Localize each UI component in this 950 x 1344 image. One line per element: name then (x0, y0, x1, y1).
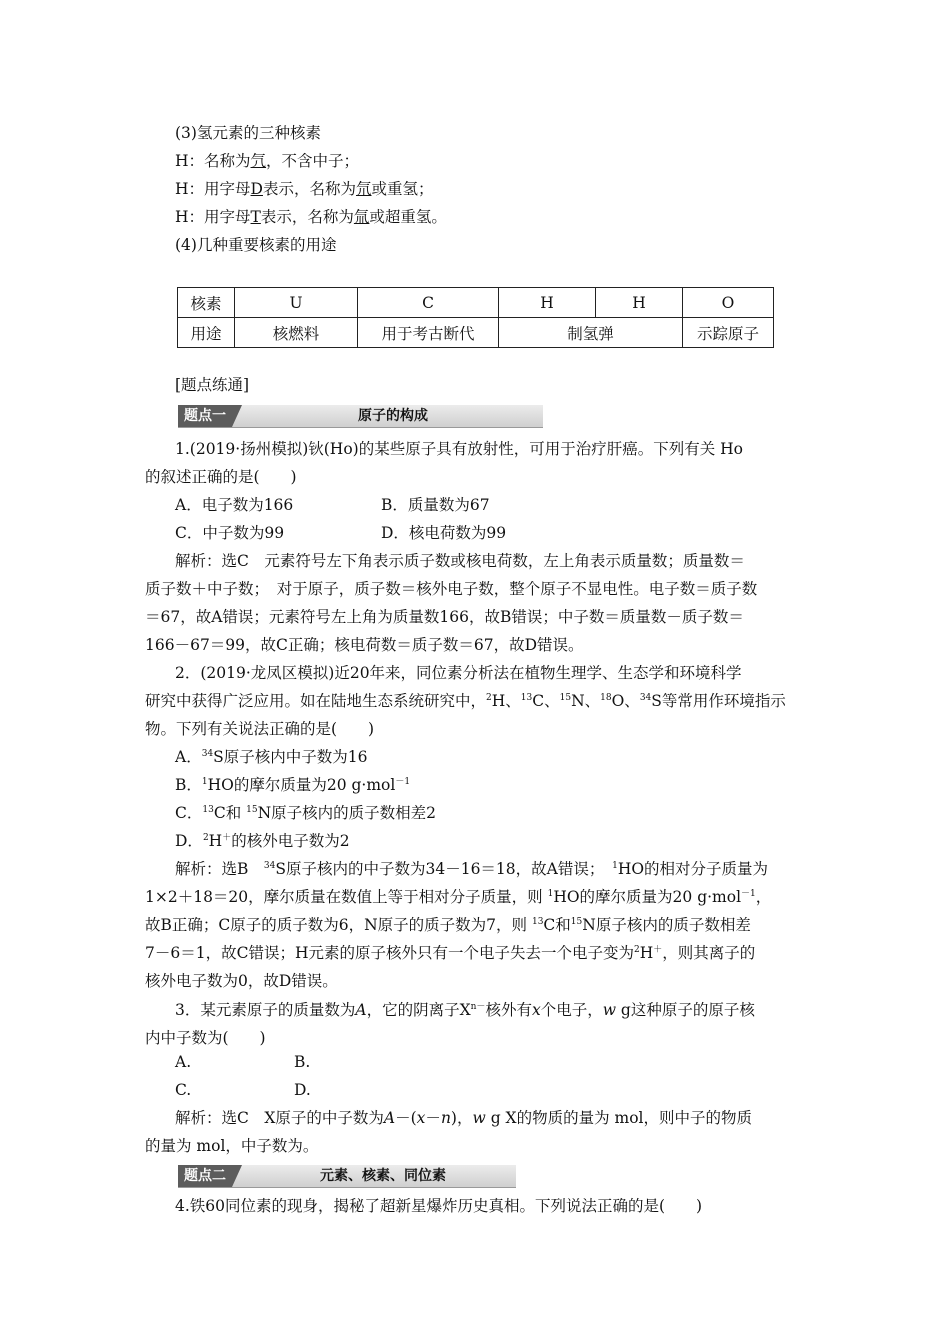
q2-answer-line2 (145, 887, 771, 907)
answer-text: 解析：选B (175, 860, 264, 878)
option-text: N原子核内的质子数相差2 (257, 804, 437, 822)
isotope-mass: 18 (600, 693, 612, 703)
table-cell: 用于考古断代 (358, 318, 499, 348)
q3-line1 (175, 1000, 755, 1020)
table-header-cell: O (683, 288, 774, 318)
option-letter: B． (175, 776, 202, 794)
q2-line2-tail: 等常用作环境指示 (661, 692, 786, 710)
tritium-prefix: H：用字母 (175, 208, 251, 226)
q3-answer-line1 (175, 1108, 752, 1128)
topic2-title: 元素、核素、同位素 (320, 1168, 446, 1184)
answer-text: N原子核内的质子数相差 (582, 916, 751, 934)
q3-text: g这种原子的原子核 (616, 1001, 755, 1019)
isotope-mass: 15 (570, 917, 583, 927)
topic2-tag: 题点二 (178, 1165, 232, 1187)
deuterium-suffix: 或重氢； (371, 180, 434, 198)
answer-text: ，则其离子的 (662, 944, 756, 962)
q3-var: x (416, 1109, 426, 1127)
practice-label: [题点练通] (175, 376, 250, 394)
answer-text: 故B正确；C原子的质子数为6，N原子的质子数为7，则 (145, 916, 532, 934)
answer-text: －( (395, 1109, 417, 1127)
topic1-title: 原子的构成 (358, 408, 428, 424)
deuterium-line (175, 179, 434, 199)
ion-charge: ＋ (222, 833, 232, 843)
ion-charge: ＋ (653, 945, 663, 955)
q3-var: n (440, 1109, 451, 1127)
protium-name: 氕 (250, 152, 267, 170)
deuterium-name: 氘 (355, 180, 372, 198)
q3-line2: 内中子数为( ) (145, 1029, 266, 1047)
isotope-symbol: H、 (491, 692, 521, 710)
q1-answer-line4: 166－67＝99，故C正确；核电荷数＝质子数＝67，故D错误。 (145, 636, 584, 654)
q3-text: 核外有 (485, 1001, 532, 1019)
q3-var: A (383, 1109, 396, 1127)
q1-line2: 的叙述正确的是( ) (145, 468, 297, 486)
tritium-line (175, 207, 447, 227)
q2-answer-line4 (145, 943, 755, 963)
q2-option-c (175, 803, 436, 823)
answer-text: S原子核内的中子数为34－16＝18，故A错误； (275, 860, 613, 878)
tritium-letter: T (250, 208, 261, 226)
isotope-mass: 1 (201, 777, 208, 787)
isotope-mass: 34 (263, 861, 276, 871)
isotope-mass: 15 (246, 805, 258, 815)
isotope-symbol: N、 (571, 692, 601, 710)
isotope-symbol: C、 (532, 692, 560, 710)
unit-exponent: －1 (395, 777, 411, 787)
isotope-mass: 1 (612, 861, 618, 871)
isotope-symbol: S (651, 692, 662, 710)
q1-answer-line1: 解析：选C 元素符号左下角表示质子数或核电荷数，左上角表示质量数；质量数＝ (175, 552, 745, 570)
q3-text: 3．某元素原子的质量数为 (175, 1001, 356, 1019)
q2-line1: 2．(2019·龙凤区模拟)近20年来，同位素分析法在植物生理学、生态学和环境科学 (175, 664, 742, 682)
q3-var: w (472, 1109, 486, 1127)
q4-line1: 4.铁60同位素的现身，揭秘了超新星爆炸历史真相。下列说法正确的是( ) (175, 1197, 703, 1215)
answer-text: g X的物质的量为 mol，则中子的物质 (485, 1109, 752, 1127)
answer-text: 7－6＝1，故C错误；H元素的原子核外只有一个电子失去一个电子变为 (145, 944, 634, 962)
option-text: C和 (213, 804, 247, 822)
q3-var: X (459, 1001, 471, 1019)
q2-line2 (145, 691, 786, 711)
q3-option-c: C. (175, 1081, 192, 1099)
table-header-cell: 核素 (178, 288, 235, 318)
isotope-mass: 1 (547, 889, 554, 899)
isotope-mass: 13 (520, 693, 533, 703)
protium-prefix: H：名称为 (175, 152, 251, 170)
isotope-mass: 2 (486, 693, 492, 703)
option-text: H (208, 832, 223, 850)
q2-option-b (175, 775, 410, 795)
answer-text: HO的摩尔质量为20 g·mol (553, 888, 742, 906)
q2-answer-line5: 核外电子数为0，故D错误。 (145, 972, 338, 990)
deuterium-mid: 表示，名称为 (262, 180, 356, 198)
topic1-tag: 题点一 (178, 405, 232, 427)
section3-heading: (3)氢元素的三种核素 (175, 124, 321, 142)
tritium-suffix: 或超重氢。 (369, 208, 447, 226)
q3-var: x (531, 1001, 541, 1019)
protium-line (175, 151, 359, 171)
q3-text: 个电子， (540, 1001, 603, 1019)
q3-var: w (602, 1001, 616, 1019)
q2-line2-text: 研究中获得广泛应用。如在陆地生态系统研究中， (145, 692, 487, 710)
answer-text: 解析：选C X原子的中子数为 (175, 1109, 384, 1127)
table-cell: 用途 (178, 318, 235, 348)
unit-exponent: －1 (741, 889, 756, 899)
q1-option-a: A．电子数为166 (175, 496, 294, 514)
isotope-mass: 34 (639, 693, 652, 703)
q2-answer-line3 (145, 915, 751, 935)
q1-line1: 1.(2019·扬州模拟)钬(Ho)的某些原子具有放射性，可用于治疗肝癌。下列有关 Ho (175, 440, 743, 458)
ion-charge: n－ (470, 1002, 486, 1012)
isotope-mass: 13 (531, 917, 544, 927)
q3-option-b: B. (294, 1053, 311, 1071)
table-header-cell: H (499, 288, 596, 318)
answer-text: )， (450, 1109, 473, 1127)
q2-option-d (175, 831, 350, 851)
answer-text: ， (755, 888, 772, 906)
q3-text: ，它的阴离子 (366, 1001, 460, 1019)
q1-option-d: D．核电荷数为99 (381, 524, 507, 542)
q1-option-b: B．质量数为67 (381, 496, 490, 514)
table-header-cell: H (596, 288, 683, 318)
topic1-bar (178, 405, 543, 428)
table-cell: 制氢弹 (499, 318, 683, 348)
section4-heading: (4)几种重要核素的用途 (175, 236, 337, 254)
isotope-mass: 34 (201, 749, 214, 759)
q1-answer-line2: 质子数＋中子数； 对于原子，质子数＝核外电子数，整个原子不显电性。电子数＝质子数 (145, 580, 758, 598)
deuterium-letter: D (250, 180, 263, 198)
answer-text: 1×2＋18＝20，摩尔质量在数值上等于相对分子质量，则 (145, 888, 548, 906)
protium-suffix: ，不含中子； (266, 152, 360, 170)
answer-text: － (425, 1109, 441, 1127)
q2-line3: 物。下列有关说法正确的是( ) (145, 720, 375, 738)
answer-text: C和 (543, 916, 571, 934)
answer-text: H (639, 944, 654, 962)
q3-answer-line2: 的量为 mol，中子数为。 (145, 1137, 319, 1155)
tritium-mid: 表示，名称为 (260, 208, 354, 226)
isotope-mass: 2 (633, 945, 640, 955)
topic2-bar (178, 1165, 516, 1188)
table-cell: 示踪原子 (683, 318, 774, 348)
deuterium-prefix: H：用字母 (175, 180, 251, 198)
table-header-cell: C (358, 288, 499, 318)
isotope-symbol: O、 (611, 692, 640, 710)
isotope-mass: 15 (559, 693, 572, 703)
tritium-name: 氚 (353, 208, 370, 226)
isotope-mass: 2 (202, 833, 209, 843)
option-text: 的核外电子数为2 (231, 832, 350, 850)
table-row (178, 318, 774, 348)
nuclide-usage-table (177, 287, 774, 348)
q2-option-a (175, 747, 368, 767)
answer-text: HO的相对分子质量为 (617, 860, 769, 878)
option-letter: C． (175, 804, 203, 822)
q1-option-c: C．中子数为99 (175, 524, 285, 542)
q3-option-d: D. (294, 1081, 311, 1099)
q1-answer-line3: ＝67，故A错误；元素符号左上角为质量数166，故B错误；中子数＝质量数－质子数＝ (145, 608, 744, 626)
option-text: S原子核内中子数为16 (213, 748, 368, 766)
option-text: HO的摩尔质量为20 g·mol (207, 776, 396, 794)
option-letter: D． (175, 832, 203, 850)
q3-var: A (355, 1001, 367, 1019)
q2-answer-line1 (175, 859, 768, 879)
option-letter: A． (175, 748, 202, 766)
table-header-cell: U (235, 288, 358, 318)
isotope-mass: 13 (202, 805, 214, 815)
table-header-row (178, 288, 774, 318)
table-cell: 核燃料 (235, 318, 358, 348)
q3-option-a: A. (175, 1053, 192, 1071)
